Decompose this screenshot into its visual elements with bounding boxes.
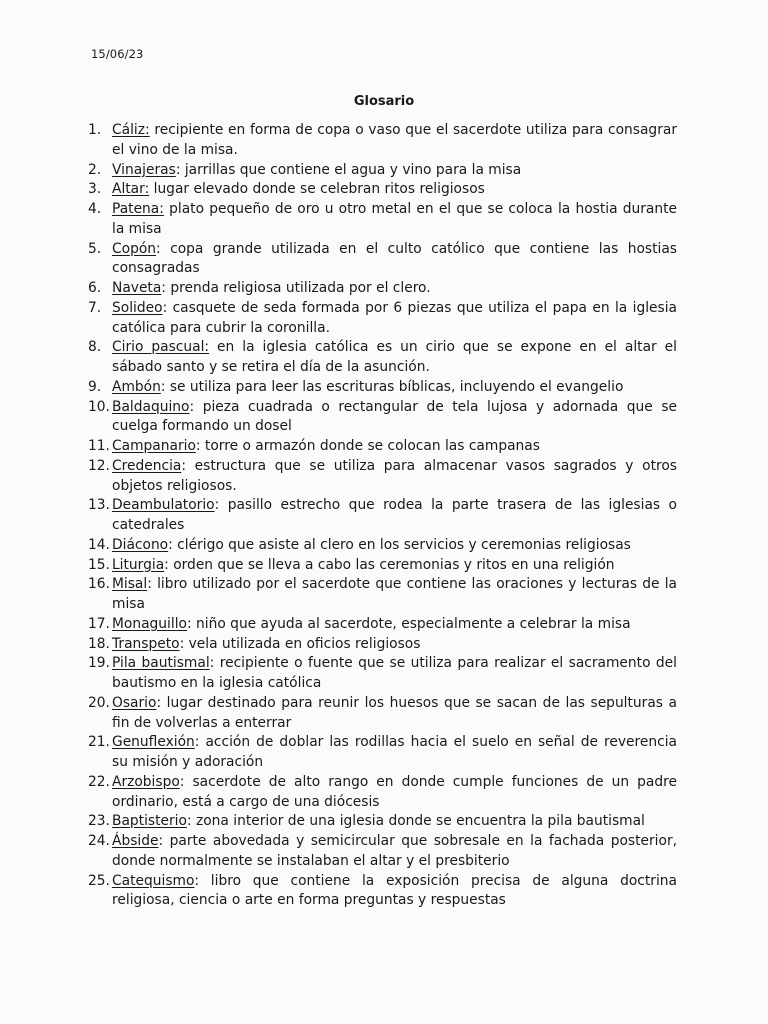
glossary-definition: : libro que contiene la exposición precisa de alguna doctrina religiosa, ciencia o arte en forma preguntas y respuestas (112, 872, 677, 909)
item-text (112, 299, 677, 339)
glossary-term: Genuflexión (112, 734, 195, 751)
glossary-list (88, 121, 677, 911)
glossary-item (88, 635, 677, 655)
glossary-term: Ambón (112, 378, 161, 395)
glossary-item (88, 240, 677, 280)
item-text (112, 180, 677, 200)
item-text (112, 279, 677, 299)
glossary-item (88, 180, 677, 200)
glossary-item (88, 378, 677, 398)
glossary-definition: lugar elevado donde se celebran ritos religiosos (149, 181, 485, 198)
document-date: 15/06/23 (91, 47, 144, 61)
item-text (112, 338, 677, 378)
item-text (112, 240, 677, 280)
glossary-definition: : sacerdote de alto rango en donde cumple funciones de un padre ordinario, está a cargo de una diócesis (112, 773, 677, 810)
item-text (112, 832, 677, 872)
glossary-term: Catequismo (112, 872, 195, 889)
item-number: 21. (88, 734, 110, 751)
item-text (112, 536, 677, 556)
glossary-item (88, 733, 677, 773)
glossary-item (88, 338, 677, 378)
glossary-definition: : pasillo estrecho que rodea la parte trasera de las iglesias o catedrales (112, 497, 677, 533)
item-text (112, 378, 677, 398)
glossary-term: Monaguillo (112, 615, 187, 632)
item-number: 6. (88, 280, 102, 296)
glossary-term: Cáliz: (112, 122, 150, 138)
glossary-item (88, 161, 677, 181)
glossary-item (88, 812, 677, 832)
item-text (112, 635, 677, 655)
glossary-definition: : estructura que se utiliza para almacenar vasos sagrados y otros objetos religiosos. (112, 457, 677, 494)
item-text (112, 654, 677, 694)
item-number: 25. (88, 872, 110, 889)
glossary-term: Deambulatorio (112, 497, 215, 514)
item-text (112, 437, 677, 457)
item-text (112, 457, 677, 497)
glossary-item (88, 121, 677, 161)
glossary-definition: : orden que se lleva a cabo las ceremonias y ritos en una religión (164, 556, 615, 573)
item-number: 15. (88, 556, 110, 573)
item-number: 4. (88, 201, 102, 217)
glossary-definition: : niño que ayuda al sacerdote, especialmente a celebrar la misa (187, 615, 631, 632)
glossary-item (88, 457, 677, 497)
glossary-item (88, 615, 677, 635)
item-number: 9. (88, 378, 102, 395)
item-text (112, 773, 677, 813)
item-number: 3. (88, 181, 102, 198)
glossary-definition: plato pequeño de oro u otro metal en el que se coloca la hostia durante la misa (112, 201, 677, 237)
glossary-item (88, 773, 677, 813)
item-number: 5. (88, 240, 102, 257)
glossary-definition: : casquete de seda formada por 6 piezas que utiliza el papa en la iglesia católica para cubrir la coronilla. (112, 299, 677, 336)
glossary-item (88, 398, 677, 438)
glossary-term: Pila bautismal (112, 655, 210, 672)
glossary-item (88, 872, 677, 912)
item-number: 16. (88, 576, 110, 593)
glossary-definition: : se utiliza para leer las escrituras bíblicas, incluyendo el evangelio (160, 378, 624, 395)
glossary-term: Osario (112, 694, 157, 711)
glossary-term: Cirio pascual: (112, 339, 210, 356)
item-number: 19. (88, 655, 110, 672)
glossary-term: Arzobispo (112, 773, 180, 790)
item-text (112, 694, 677, 734)
glossary-definition: : clérigo que asiste al clero en los servicios y ceremonias religiosas (168, 536, 631, 553)
glossary-definition: recipiente en forma de copa o vaso que el sacerdote utiliza para consagrar el vino de la misa. (112, 122, 677, 158)
glossary-definition: : libro utilizado por el sacerdote que contiene las oraciones y lecturas de la misa (112, 576, 677, 612)
item-text (112, 398, 677, 438)
glossary-definition: en la iglesia católica es un cirio que se expone en el altar el sábado santo y se retira el día de la asunción. (112, 339, 677, 375)
item-text (112, 496, 677, 536)
glossary-definition: : recipiente o fuente que se utiliza para realizar el sacramento del bautismo en la iglesia católica (112, 655, 678, 691)
glossary-definition: : lugar destinado para reunir los huesos que se sacan de las sepulturas a fin de volverlas a enterrar (112, 694, 677, 731)
glossary-term: Altar: (112, 181, 150, 198)
glossary-item (88, 299, 677, 339)
item-text (112, 615, 677, 635)
item-text (112, 200, 677, 240)
glossary-term: Vinajeras (112, 161, 176, 178)
glossary-term: Diácono (112, 536, 169, 553)
glossary-item (88, 654, 677, 694)
glossary-term: Naveta (112, 280, 162, 296)
glossary-definition: : zona interior de una iglesia donde se encuentra la pila bautismal (186, 813, 645, 830)
item-number: 24. (88, 833, 110, 849)
glossary-definition: : torre o armazón donde se colocan las campanas (195, 438, 540, 454)
glossary-definition: : copa grande utilizada en el culto católico que contiene las hostias consagradas (112, 240, 677, 277)
item-text (112, 556, 677, 576)
glossary-term: Ábside (112, 833, 159, 849)
glossary-definition: : jarrillas que contiene el agua y vino para la misa (175, 161, 522, 178)
item-text (112, 733, 677, 773)
item-number: 2. (88, 161, 102, 178)
glossary-term: Misal (112, 576, 148, 593)
item-number: 22. (88, 773, 110, 790)
glossary-term: Baptisterio (112, 813, 187, 830)
glossary-item (88, 832, 677, 872)
glossary-term: Campanario (112, 438, 196, 454)
item-number: 10. (88, 398, 110, 415)
item-text (112, 161, 677, 181)
item-number: 18. (88, 635, 110, 652)
item-number: 17. (88, 615, 110, 632)
glossary-definition: : pieza cuadrada o rectangular de tela lujosa y adornada que se cuelga formando un dosel (112, 398, 677, 435)
page-title: Glosario (353, 94, 415, 109)
glossary-item (88, 279, 677, 299)
glossary-definition: : acción de doblar las rodillas hacia el suelo en señal de reverencia su misión y adoración (112, 734, 677, 770)
glossary-definition: : parte abovedada y semicircular que sobresale en la fachada posterior, donde normalmente se instalaban el altar y el presbiterio (112, 833, 677, 869)
glossary-item (88, 496, 677, 536)
glossary-term: Credencia (112, 457, 182, 474)
glossary-term: Solideo (112, 299, 163, 316)
glossary-item (88, 437, 677, 457)
glossary-term: Liturgia (112, 556, 165, 573)
glossary-item (88, 575, 677, 615)
item-text (112, 121, 677, 161)
glossary-item (88, 200, 677, 240)
item-number: 13. (88, 497, 110, 514)
item-number: 7. (88, 299, 102, 316)
glossary-term: Patena: (112, 201, 164, 217)
glossary-item (88, 694, 677, 734)
glossary-item (88, 556, 677, 576)
item-text (112, 812, 677, 832)
glossary-item (88, 536, 677, 556)
glossary-definition: : prenda religiosa utilizada por el clero. (161, 280, 431, 296)
item-number: 11. (88, 438, 110, 454)
glossary-term: Transpeto (112, 635, 180, 652)
glossary-definition: : vela utilizada en oficios religiosos (179, 635, 421, 652)
glossary-term: Baldaquino (112, 398, 190, 415)
item-number: 23. (88, 813, 110, 830)
item-number: 12. (88, 457, 110, 474)
item-number: 1. (88, 122, 102, 138)
item-number: 20. (88, 694, 110, 711)
item-text (112, 575, 677, 615)
item-text (112, 872, 677, 912)
glossary-term: Copón (112, 240, 157, 257)
item-number: 14. (88, 536, 110, 553)
item-number: 8. (88, 339, 102, 356)
